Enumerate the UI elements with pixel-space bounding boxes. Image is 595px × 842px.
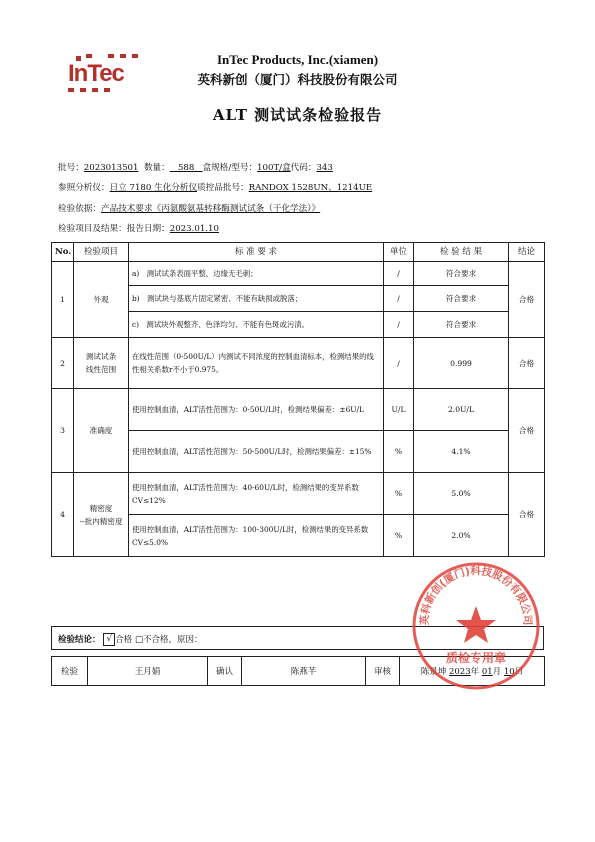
basis-value: 产品技术要求《丙氨酸氨基转移酶测试试条（干化学法）》 — [100, 204, 321, 214]
table-header-row — [52, 243, 545, 262]
qc-batch: RANDOX 1528UN、1214UE — [248, 183, 373, 193]
fail-checkbox: □ — [134, 635, 143, 645]
confirmer-signature: 陈燕芊 — [242, 657, 366, 686]
svg-text:质检专用章: 质检专用章 — [445, 651, 507, 665]
header-no: No. — [52, 243, 74, 262]
table-row: c) 测试块外观整齐、色泽均匀、不能有色斑或污渍。 / 符合要求 — [52, 312, 545, 338]
header-result: 检 验 结 果 — [414, 243, 509, 262]
header-requirement: 标 准 要 求 — [129, 243, 384, 262]
table-row: 4 精密度 --批内精密度 使用控制血清，ALT活性范围为：40-60U/L时，检测结果的变异系数CV≤12% % 5.0% 合格 — [52, 473, 545, 515]
company-name-en: InTec Products, Inc.(xiamen) — [216, 52, 379, 67]
header-conclusion: 结论 — [509, 243, 545, 262]
meta-line-basis: 检验依据：产品技术要求《丙氨酸氨基转移酶测试试条（干化学法）》 — [58, 204, 321, 214]
inspection-table — [51, 242, 545, 557]
svg-text:英科新创(厦门)科技股份有限公司: 英科新创(厦门)科技股份有限公司 — [418, 565, 534, 626]
reviewer-signature-date: 陈景坤 2023年 01月 10日 — [400, 657, 545, 686]
signoff-table: 检验 王月娟 确认 陈燕芊 审核 陈景坤 2023年 01月 10日 — [51, 656, 545, 686]
table-row: 3 准确度 使用控制血清，ALT活性范围为：0-50U/L时，检测结果偏差：±6U/L U/L 2.0U/L 合格 — [52, 389, 545, 431]
table-row: b) 测试块与基底片固定紧密、不能有缺损或脱落； / 符合要求 — [52, 286, 545, 312]
inspection-conclusion: 检验结论： √ 合格 □不合格，原因： — [51, 626, 544, 650]
meta-line-batch: 批号：2023013501 数量： 588 盒规格/型号：100T/盒代码：343 — [58, 163, 333, 173]
table-row: 2 测试试条 线性范围 在线性范围（0-500U/L）内测试不同浓度的控制血清标本，检测结果的线性相关系数r不小于0.975。 / 0.999 合格 — [52, 338, 545, 389]
batch-value: 2023013501 — [83, 163, 139, 173]
code-value: 343 — [316, 163, 333, 173]
spec-value: 100T/盒 — [257, 163, 291, 173]
quality-inspection-seal — [408, 558, 544, 694]
table-row: 使用控制血清，ALT活性范围为：50-500U/L时，检测结果偏差：±15% % 4.1% — [52, 431, 545, 473]
logo-text: InTec — [68, 60, 124, 87]
meta-line-reference: 参照分析仪：日立 7180 生化分析仪质控品批号：RANDOX 1528UN、1214UE — [58, 183, 373, 193]
company-name-cn: 英科新创（厦门）科技股份有限公司 — [197, 72, 398, 87]
report-date: 2023.01.10 — [169, 224, 219, 234]
pass-checkbox: √ — [103, 633, 115, 646]
table-row: 使用控制血清，ALT活性范围为：100-300U/L时，检测结果的变异系数CV≤5.0% % 2.0% — [52, 515, 545, 557]
table-row: 1 外观 a) 测试试条表面平整，边缘无毛刺； / 符合要求 合格 — [52, 262, 545, 286]
report-title: ALT 测试试条检验报告 — [212, 106, 383, 124]
meta-line-date: 检验项目及结果：报告日期：2023.01.10 — [58, 224, 219, 234]
qty-value: 588 — [177, 163, 195, 173]
header-item: 检验项目 — [74, 243, 129, 262]
inspector-signature: 王月娟 — [88, 657, 208, 686]
reference-analyzer: 日立 7180 生化分析仪 — [109, 183, 198, 193]
header-unit: 单位 — [384, 243, 414, 262]
